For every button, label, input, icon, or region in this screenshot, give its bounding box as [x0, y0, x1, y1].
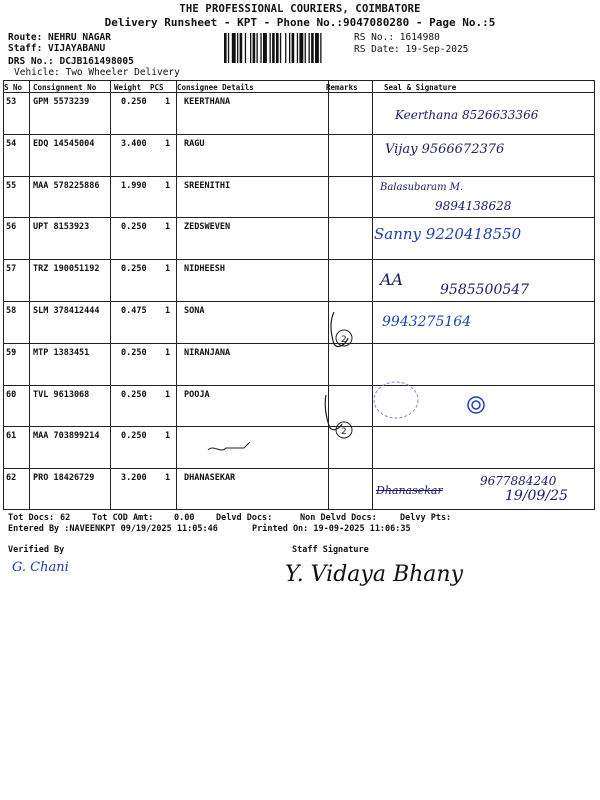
row-consignment: PRO 18426729 — [33, 473, 95, 484]
row61-scribble — [204, 436, 254, 458]
row-weight: 0.250 — [121, 389, 147, 400]
row-weight: 0.250 — [121, 222, 147, 233]
printed-on: Printed On: 19-09-2025 11:06:35 — [252, 524, 411, 534]
sig-58: 9943275164 — [382, 314, 472, 330]
row-pcs: 1 — [165, 97, 171, 107]
row-consignee: KEERTHANA — [184, 97, 231, 107]
delvd-label: Delvd Docs: — [216, 513, 273, 523]
row-sno: 61 — [6, 431, 17, 442]
row-consignee: NIDHEESH — [184, 264, 225, 275]
row-pcs: 1 — [165, 389, 171, 400]
col-remarks: Remarks — [326, 83, 358, 92]
row-weight: 0.250 — [121, 347, 147, 358]
row-consignee: DHANASEKAR — [184, 473, 236, 484]
row-weight: 3.400 — [121, 138, 147, 149]
col-consignee: Consignee Details — [177, 83, 254, 92]
col-consignment: Consignment No — [33, 83, 97, 92]
row-sno: 62 — [6, 473, 17, 484]
cod-label: Tot COD Amt: — [92, 513, 154, 523]
row-pcs: 1 — [165, 347, 171, 358]
row-weight: 1.990 — [121, 180, 147, 191]
sig-54: Vijay 9566672376 — [385, 142, 505, 157]
row-sno: 60 — [6, 389, 17, 400]
row-pcs: 1 — [165, 222, 171, 233]
row-sno: 56 — [6, 222, 17, 233]
entered-by: Entered By :NAVEENKPT 09/19/2025 11:05:46 — [8, 524, 218, 534]
row-consignee: POOJA — [184, 389, 210, 400]
sig-57: 9585500547 — [440, 282, 530, 298]
row-consignee: SREENITHI — [184, 180, 231, 191]
row-consignment: MAA 578225886 — [33, 180, 100, 191]
stamp-seal — [366, 372, 496, 432]
row-consignee: SONA — [184, 306, 205, 316]
barcode — [224, 33, 350, 63]
row-weight: 0.250 — [121, 97, 147, 107]
col-sno: S No — [4, 83, 23, 92]
row-consignee: NIRANJANA — [184, 347, 231, 358]
runsheet-subtitle: Delivery Runsheet - KPT - Phone No.:9047080280 - Page No.:5 — [104, 16, 496, 29]
cod-value: 0.00 — [174, 513, 195, 523]
row-consignment: TVL 9613068 — [33, 389, 90, 400]
row-sno: 59 — [6, 347, 17, 358]
svg-text:2: 2 — [341, 427, 347, 437]
row-weight: 3.200 — [121, 473, 147, 484]
company-title: THE PROFESSIONAL COURIERS, COIMBATORE — [179, 3, 421, 15]
row-sno: 53 — [6, 97, 17, 107]
col-pcs: PCS — [150, 83, 164, 92]
row-consignment: GPM 5573239 — [33, 97, 90, 107]
sig-53: Keerthana 8526633366 — [395, 108, 539, 122]
non-delvd-label: Non Delvd Docs: — [300, 513, 377, 523]
row-pcs: 1 — [165, 431, 171, 442]
sig-62-mark: Dhanasekar — [376, 484, 443, 497]
sig-55: Balasubaram M. — [380, 182, 464, 193]
row-consignment: TRZ 190051192 — [33, 264, 100, 275]
row-consignment: MTP 1383451 — [33, 347, 90, 358]
sig-55-phone: 9894138628 — [435, 199, 512, 213]
svg-text:2: 2 — [341, 335, 347, 345]
row-pcs: 1 — [165, 138, 171, 149]
col-weight: Weight — [114, 83, 142, 92]
row-pcs: 1 — [165, 473, 171, 484]
verified-signature: G. Chani — [12, 560, 69, 575]
sig-56: Sanny 9220418550 — [374, 225, 522, 243]
row-pcs: 1 — [165, 264, 171, 275]
sig-62-date: 19/09/25 — [505, 488, 568, 504]
row-pcs: 1 — [165, 180, 171, 191]
rs-number: RS No.: 1614980 — [354, 32, 440, 43]
vehicle-label: Vehicle: Two Wheeler Delivery — [14, 67, 180, 78]
row-pcs: 1 — [165, 306, 171, 316]
delvy-label: Delvy Pts: — [400, 513, 452, 523]
row-sno: 55 — [6, 180, 17, 191]
verified-by-label: Verified By — [8, 545, 65, 555]
rs-date: RS Date: 19-Sep-2025 — [354, 44, 469, 55]
row-sno: 54 — [6, 138, 17, 149]
sig-62-phone: 9677884240 — [480, 474, 557, 488]
row-weight: 0.475 — [121, 306, 147, 316]
staff-signature: Y. Vidaya Bhany — [285, 562, 463, 587]
row-consignment: EDQ 14545004 — [33, 138, 95, 149]
tot-docs-value: 62 — [60, 513, 71, 523]
row-consignment: MAA 703899214 — [33, 431, 100, 442]
col-seal: Seal & Signature — [384, 83, 457, 92]
route-label: Route: NEHRU NAGAR — [8, 32, 111, 43]
staff-signature-label: Staff Signature — [292, 545, 369, 555]
row-consignment: SLM 378412444 — [33, 306, 100, 316]
sig-57-mark: AA — [380, 270, 404, 289]
tot-docs-label: Tot Docs: — [8, 513, 55, 523]
row-sno: 58 — [6, 306, 17, 316]
row-consignment: UPT 8153923 — [33, 222, 90, 233]
drs-number: DRS No.: DCJB161498005 — [8, 56, 134, 67]
row-weight: 0.250 — [121, 431, 147, 442]
row-weight: 0.250 — [121, 264, 147, 275]
staff-label: Staff: VIJAYABANU — [8, 43, 106, 54]
row-sno: 57 — [6, 264, 17, 275]
row-consignee: RAGU — [184, 138, 205, 149]
row-consignee: ZEDSWEVEN — [184, 222, 231, 233]
